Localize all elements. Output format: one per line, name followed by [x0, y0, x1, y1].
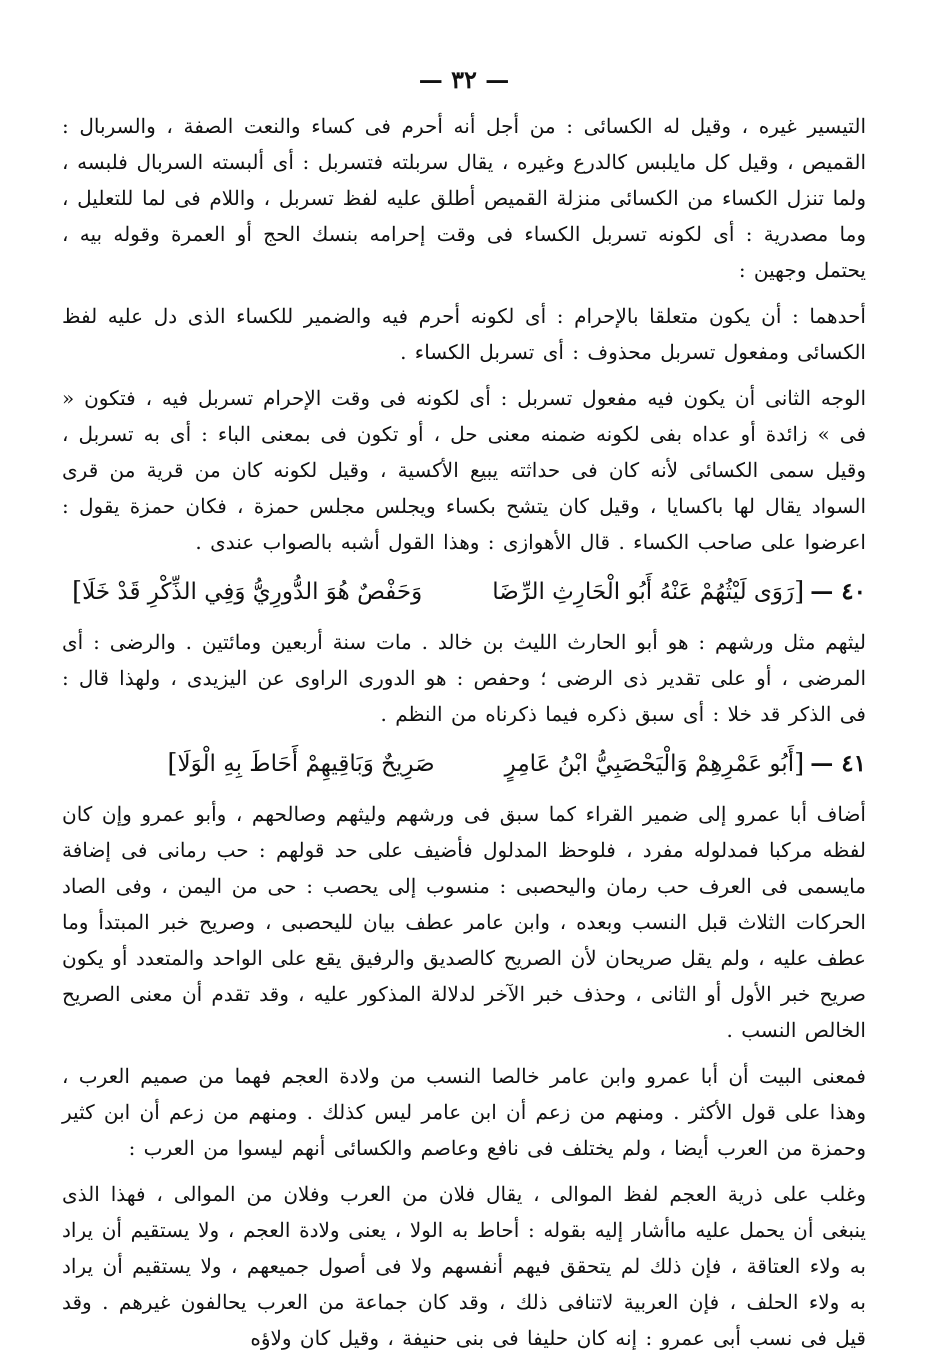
paragraph-mawali: وغلب على ذرية العجم لفظ الموالى ، يقال فلان من العرب وفلان من الموالى ، فهذا الذى ينبغى أن يحمل عليه ماأشار إليه بقوله : أحاط به الولا ، يعنى ولادة العجم ، ولا يستقيم أن يراد به ولاء العتاقة ، فإن ذلك لم يتحقق فيهم أنفسهم ولا فى أصول جميعهم ، ولا يستقيم أن يراد به ولاء الحلف ، فإن العربية لاتنافى ذلك ، وقد كان جماعة من العرب يحالفون غيرهم . وقد قيل فى نسب أبى عمرو : إنه كان حليفا فى بنى حنيفة ، وقيل كان ولاؤه	[62, 1182, 866, 1350]
verse-second-hemistich: وَحَفْصٌ هُوَ الدُّورِيُّ وَفِي الذِّكْرِ قَدْ خَلَا	[82, 579, 423, 605]
paragraph-verse-41-commentary: أضاف أبا عمرو إلى ضمير القراء كما سبق فى ورشهم وليثهم وصالحهم ، وأبو عمرو وإن كان لفظه مركبا فمدلوله مفرد ، فلوحظ المدلول فأضيف على حد قولهم : حب رمانى فى إضافة مايسمى فى العرف حب رمان واليحصبى : منسوب إلى يحصب : حى من اليمن ، وفى الصاد الحركات الثلاث قبل النسب وبعده ، وابن عامر عطف بيان لليحصبى ، وصريح خبر المبتدأ وما عطف عليه ، ولم يقل صريحان لأن الصريح كالصديق والرفيق يقع على الواحد والمتعدد أو يكون صريح خبر الأول أو الثانى ، وحذف خبر الآخر لدلالة المذكور عليه ، وقد تقدم أن معنى الصريح الخالص النسب .	[62, 802, 866, 1042]
verse-number: ٤١ —	[810, 750, 866, 777]
verse-number: ٤٠ —	[810, 578, 866, 605]
verse-second-hemistich: صَرِيحٌ وَبَاقِيهِمْ أَحَاطَ بِهِ الْوَلَا	[177, 751, 435, 777]
verse-close-bracket: ]	[167, 749, 178, 779]
verse-41	[62, 742, 866, 786]
verse-40	[62, 570, 866, 614]
page-number: — ٣٢ —	[418, 65, 510, 94]
verse-open-bracket: [	[794, 749, 805, 779]
paragraph-verse-meaning: فمعنى البيت أن أبا عمرو وابن عامر خالصا النسب من ولادة العجم فهما من صميم العرب ، وهذا على قول الأكثر . ومنهم من زعم أن ابن عامر ليس كذلك . ومنهم من زعم أن ابن كثير وحمزة من العرب أيضا ، ولم يختلف فى نافع وعاصم والكسائى أنهم ليسوا من العرب :	[62, 1064, 866, 1160]
paragraph-second-aspect: الوجه الثانى أن يكون فيه مفعول تسربل : أى لكونه فى وقت الإحرام تسربل فيه ، فتكون « فى » زائدة أو عداه بفى لكونه ضمنه معنى حل ، أو تكون فى بمعنى الباء : أى به تسربل ، وقيل سمى الكسائى لأنه كان فى حداثته يبيع الأكسية ، وقيل لكونه كان من قرية من قرى السواد يقال لها باكسايا ، وقيل كان يتشح بكساء ويجلس مجلس حمزة ، فكان حمزة يقول : اعرضوا على صاحب الكساء . قال الأهوازى : وهذا القول أشبه بالصواب عندى .	[62, 386, 867, 554]
verse-first-hemistich: أَبُو عَمْرِهِمْ وَالْيَحْصَبِيُّ ابْنُ عَامِرٍ	[504, 751, 795, 777]
verse-open-bracket: [	[794, 577, 805, 607]
verse-close-bracket: ]	[71, 577, 83, 607]
paragraph-first-aspect: أحدهما : أن يكون متعلقا بالإحرام : أى لكونه أحرم فيه والضمير للكساء الذى دل عليه لفظ الكسائى ومفعول تسربل محذوف : أى تسربل الكساء .	[62, 304, 866, 364]
paragraph-verse-40-commentary: ليثهم مثل ورشهم : هو أبو الحارث الليث بن خالد . مات سنة أربعين ومائتين . والرضى : أى المرضى ، أو على تقدير ذى الرضى ؛ وحفص : هو الدورى الراوى عن اليزيدى ، ولهذا قال : فى الذكر قد خلا : أى سبق ذكره فيما ذكرناه من النظم .	[62, 630, 866, 726]
paragraph-kisai-name: التيسير غيره ، وقيل له الكسائى : من أجل أنه أحرم فى كساء والنعت الصفة ، والسربال : القميص ، وقيل كل مايلبس كالدرع وغيره ، يقال سربلته فتسربل : أى ألبسته السربال فلبسه ، ولما تنزل الكساء من الكسائى منزلة القميص أطلق عليه لفظ تسربل ، واللام فى لما للتعليل ، وما مصدرية : أى لكونه تسربل الكساء فى وقت إحرامه بنسك الحج أو العمرة وقوله بيه ، يحتمل وجهين :	[62, 114, 866, 282]
verse-first-hemistich: رَوَى لَيْثُهُمْ عَنْهُ أَبُو الْحَارِثِ الرِّضَا	[492, 579, 795, 605]
